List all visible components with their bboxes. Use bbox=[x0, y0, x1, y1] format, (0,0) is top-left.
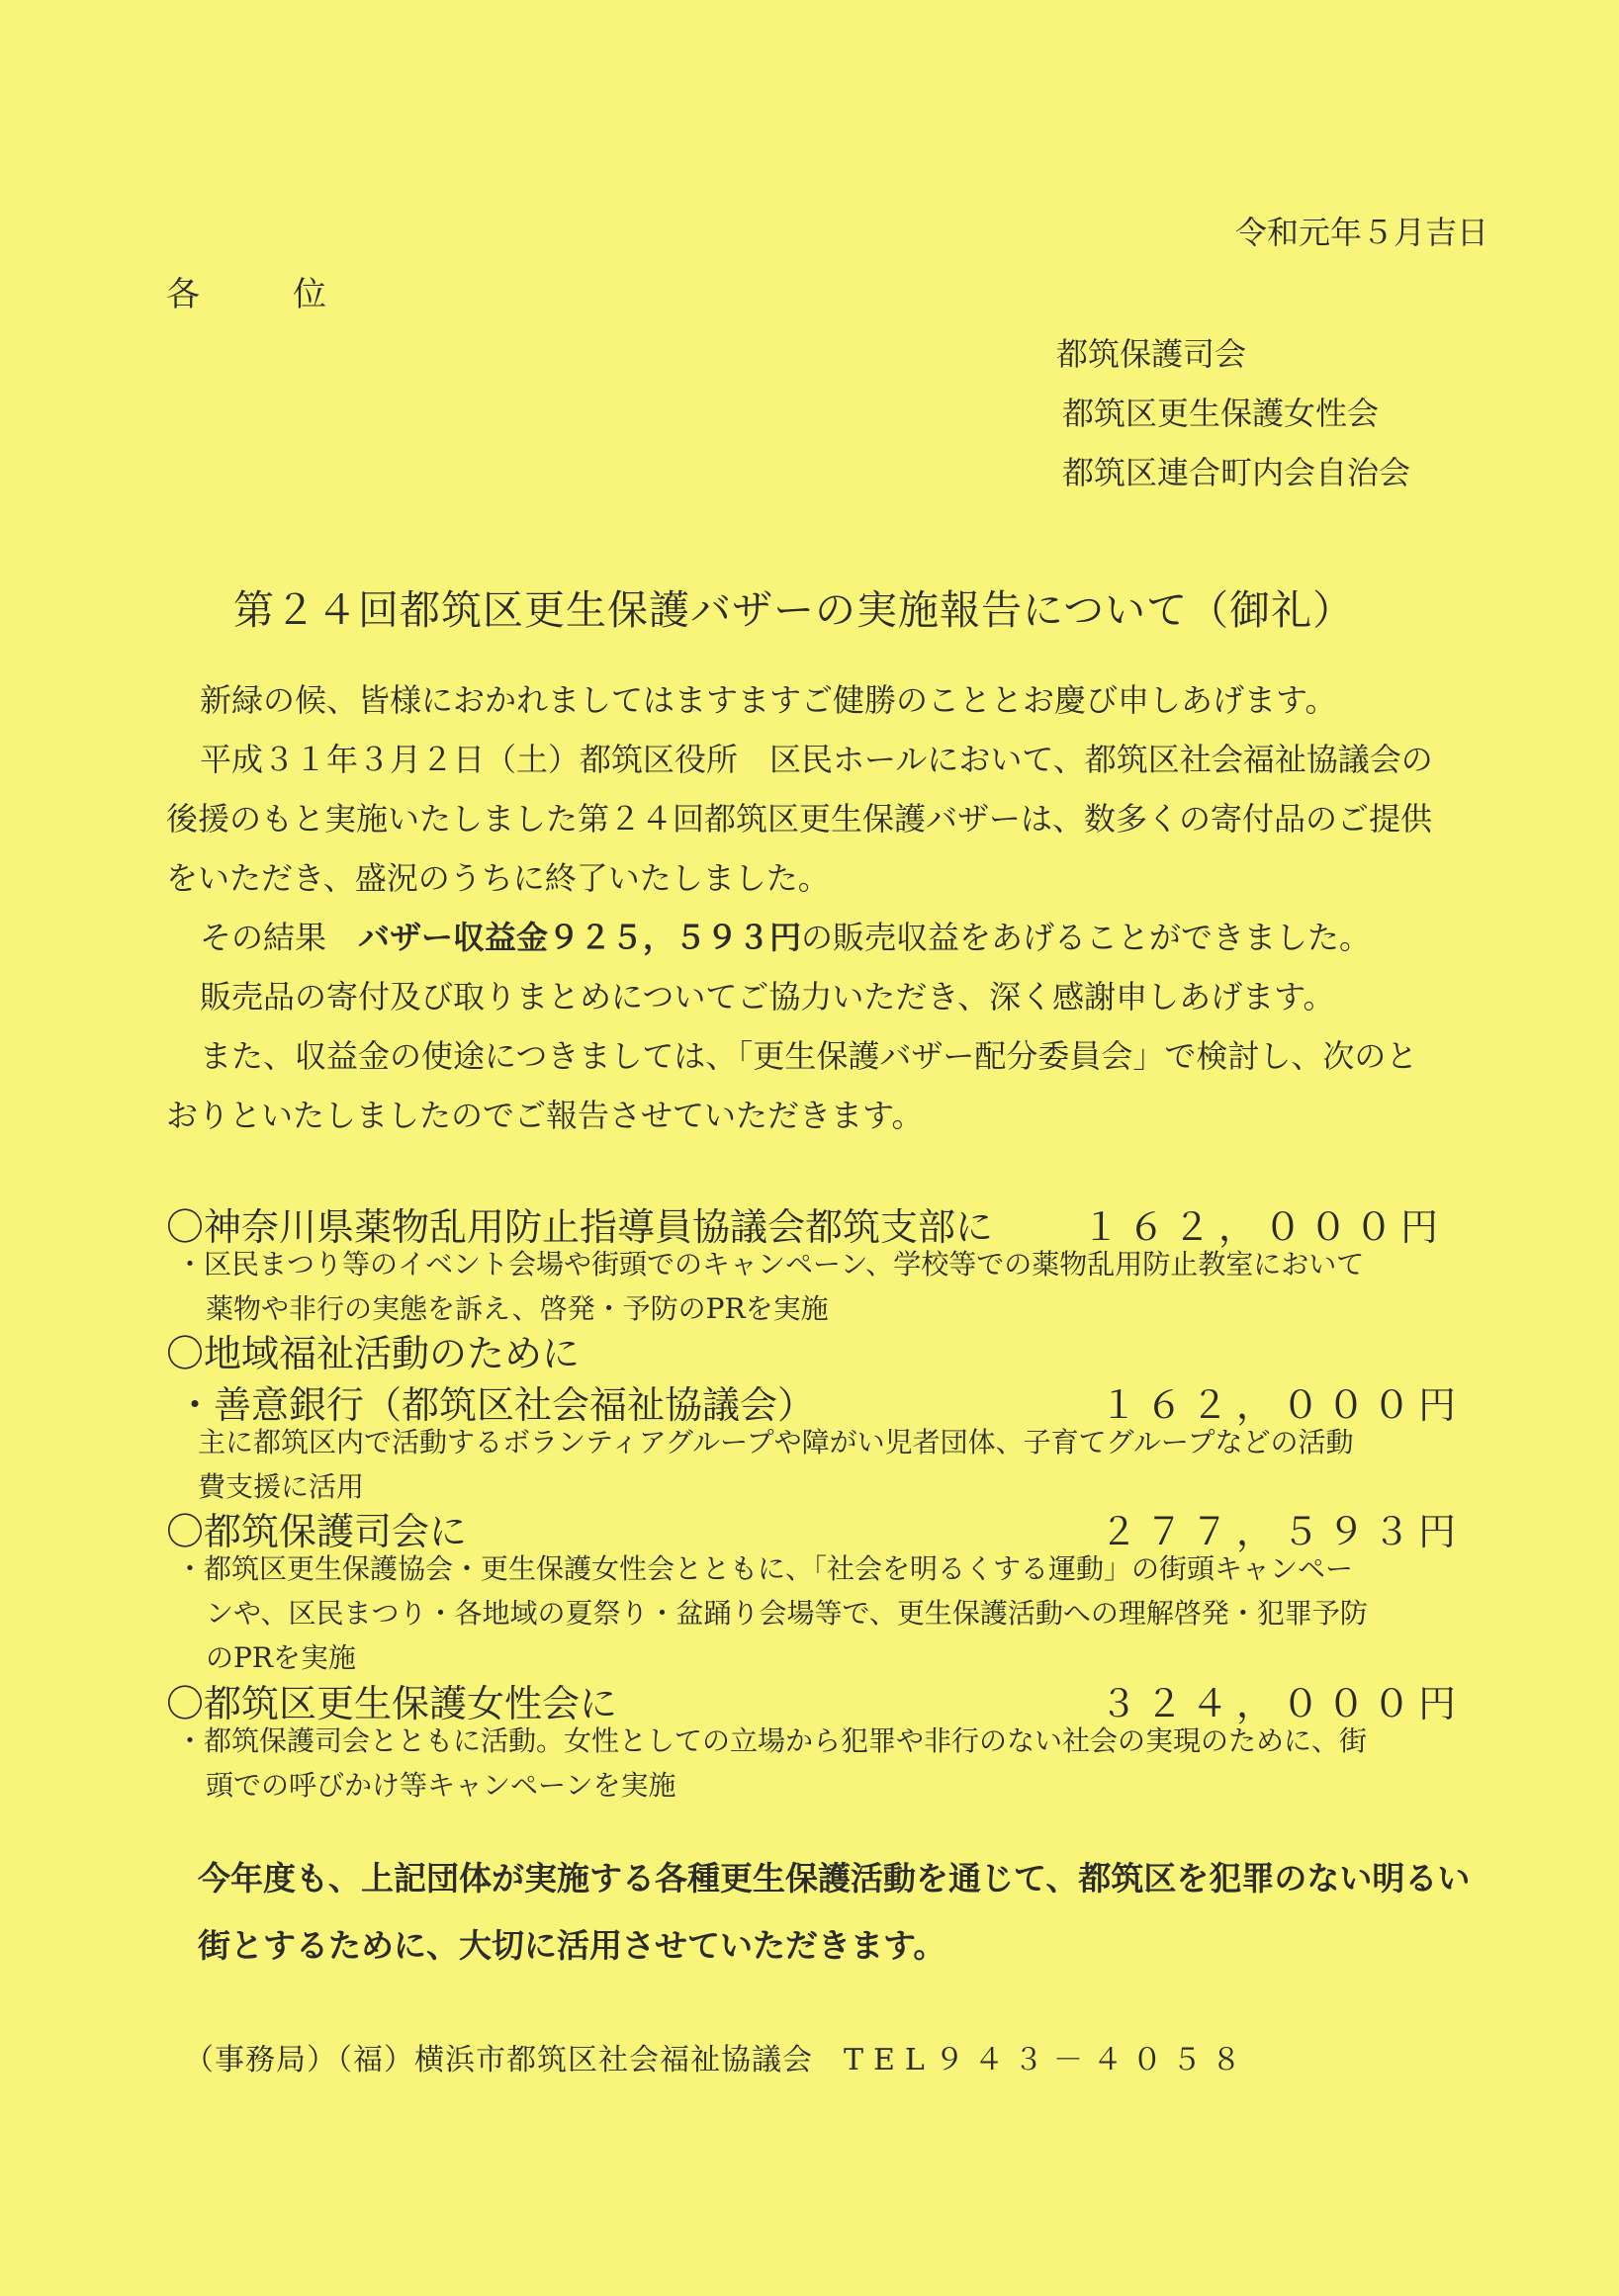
result-suffix: の販売収益をあげることができました。 bbox=[801, 919, 1372, 956]
usage-line-2: おりといたしましたのでご報告させていただきます。 bbox=[166, 1097, 924, 1134]
sender-3: 都筑区連合町内会自治会 bbox=[1062, 454, 1411, 491]
allocation-3-desc-line-3: のPRを実施 bbox=[206, 1641, 356, 1674]
allocation-3-desc-line-1: ・都筑区更生保護協会・更生保護女性会とともに、「社会を明るくする運動」の街頭キャンペー bbox=[176, 1552, 1354, 1585]
allocation-2-group-head: 〇地域福祉活動のために bbox=[166, 1332, 581, 1375]
body-text bbox=[166, 670, 1491, 1145]
greeting: 新緑の候、皆様におかれましてはますますご健勝のこととお慶び申しあげます。 bbox=[200, 681, 1337, 719]
document-date: 令和元年５月吉日 bbox=[1234, 214, 1488, 251]
report-line-1: 平成３１年３月２日（土）都筑区役所 区民ホールにおいて、都筑区社会福祉協議会の bbox=[200, 741, 1433, 778]
thanks-line: 販売品の寄付及び取りまとめについてご協力いただき、深く感謝申しあげます。 bbox=[200, 978, 1335, 1016]
allocation-3-desc-line-2: ンや、区民まつり・各地域の夏祭り・盆踊り会場等で、更生保護活動への理解啓発・犯罪予防 bbox=[206, 1597, 1368, 1630]
allocation-1-amount: １６２，０００円 bbox=[1082, 1205, 1447, 1249]
allocation-2-desc bbox=[198, 1420, 1353, 1509]
document-title: 第２４回都筑区更生保護バザーの実施報告について（御礼） bbox=[233, 586, 1355, 634]
allocation-1-desc-line-1: ・区民まつり等のイベント会場や街頭でのキャンペーン、学校等での薬物乱用防止教室において bbox=[176, 1248, 1365, 1280]
office-contact bbox=[184, 2035, 1251, 2078]
office-label: （事務局）（福）横浜市都筑区社会福祉協議会 bbox=[184, 2043, 844, 2077]
recipient: 各 位 bbox=[166, 275, 356, 314]
allocation-3-head: 〇都筑保護司会に bbox=[166, 1510, 468, 1553]
allocation-4-desc-line-1: ・都筑保護司会とともに活動。女性としての立場から犯罪や非行のない社会の実現のために、街 bbox=[176, 1724, 1368, 1757]
allocation-3-desc bbox=[176, 1546, 1368, 1680]
allocation-4-amount: ３２４，０００円 bbox=[1100, 1682, 1465, 1725]
allocation-1-desc bbox=[176, 1242, 1364, 1331]
bazaar-proceeds: バザー収益金９２５，５９３円 bbox=[358, 919, 802, 956]
closing-statement bbox=[198, 1845, 1470, 1980]
report-line-3: をいただき、盛況のうちに終了いたしました。 bbox=[166, 859, 830, 897]
allocation-2-head: ・善意銀行（都筑区社会福祉協議会） bbox=[176, 1383, 816, 1427]
allocation-1-head: 〇神奈川県薬物乱用防止指導員協議会都筑支部に bbox=[166, 1205, 994, 1249]
result-prefix: その結果 bbox=[200, 919, 359, 956]
allocation-4-desc-line-2: 頭での呼びかけ等キャンペーンを実施 bbox=[206, 1769, 676, 1802]
allocation-4-head: 〇都筑区更生保護女性会に bbox=[166, 1682, 618, 1725]
closing-line-1: 今年度も、上記団体が実施する各種更生保護活動を通じて、都筑区を犯罪のない明るい bbox=[198, 1859, 1471, 1898]
sender-1: 都筑保護司会 bbox=[1056, 335, 1247, 373]
usage-line-1: また、収益金の使途につきましては、「更生保護バザー配分委員会」で検討し、次のと bbox=[200, 1037, 1418, 1075]
allocation-2-amount: １６２，０００円 bbox=[1100, 1383, 1465, 1427]
office-phone: TEL９４３－４０５８ bbox=[844, 2043, 1251, 2077]
allocation-1-desc-line-2: 薬物や非行の実態を訴え、啓発・予防のPRを実施 bbox=[206, 1292, 829, 1325]
result-line bbox=[166, 908, 1491, 967]
closing-line-2: 街とするために、大切に活用させていただきます。 bbox=[198, 1926, 946, 1965]
allocation-3-amount: ２７７，５９３円 bbox=[1100, 1510, 1465, 1553]
allocation-2-desc-line-1: 主に都筑区内で活動するボランティアグループや障がい児者団体、子育てグループなどの活動 bbox=[198, 1426, 1354, 1458]
report-line-2: 後援のもと実施いたしました第２４回都筑区更生保護バザーは、数多くの寄付品のご提供 bbox=[166, 800, 1433, 838]
allocation-2-desc-line-2: 費支援に活用 bbox=[198, 1470, 365, 1503]
sender-2: 都筑区更生保護女性会 bbox=[1062, 395, 1380, 432]
sender-list bbox=[1056, 324, 1410, 502]
allocation-4-desc bbox=[176, 1719, 1367, 1808]
